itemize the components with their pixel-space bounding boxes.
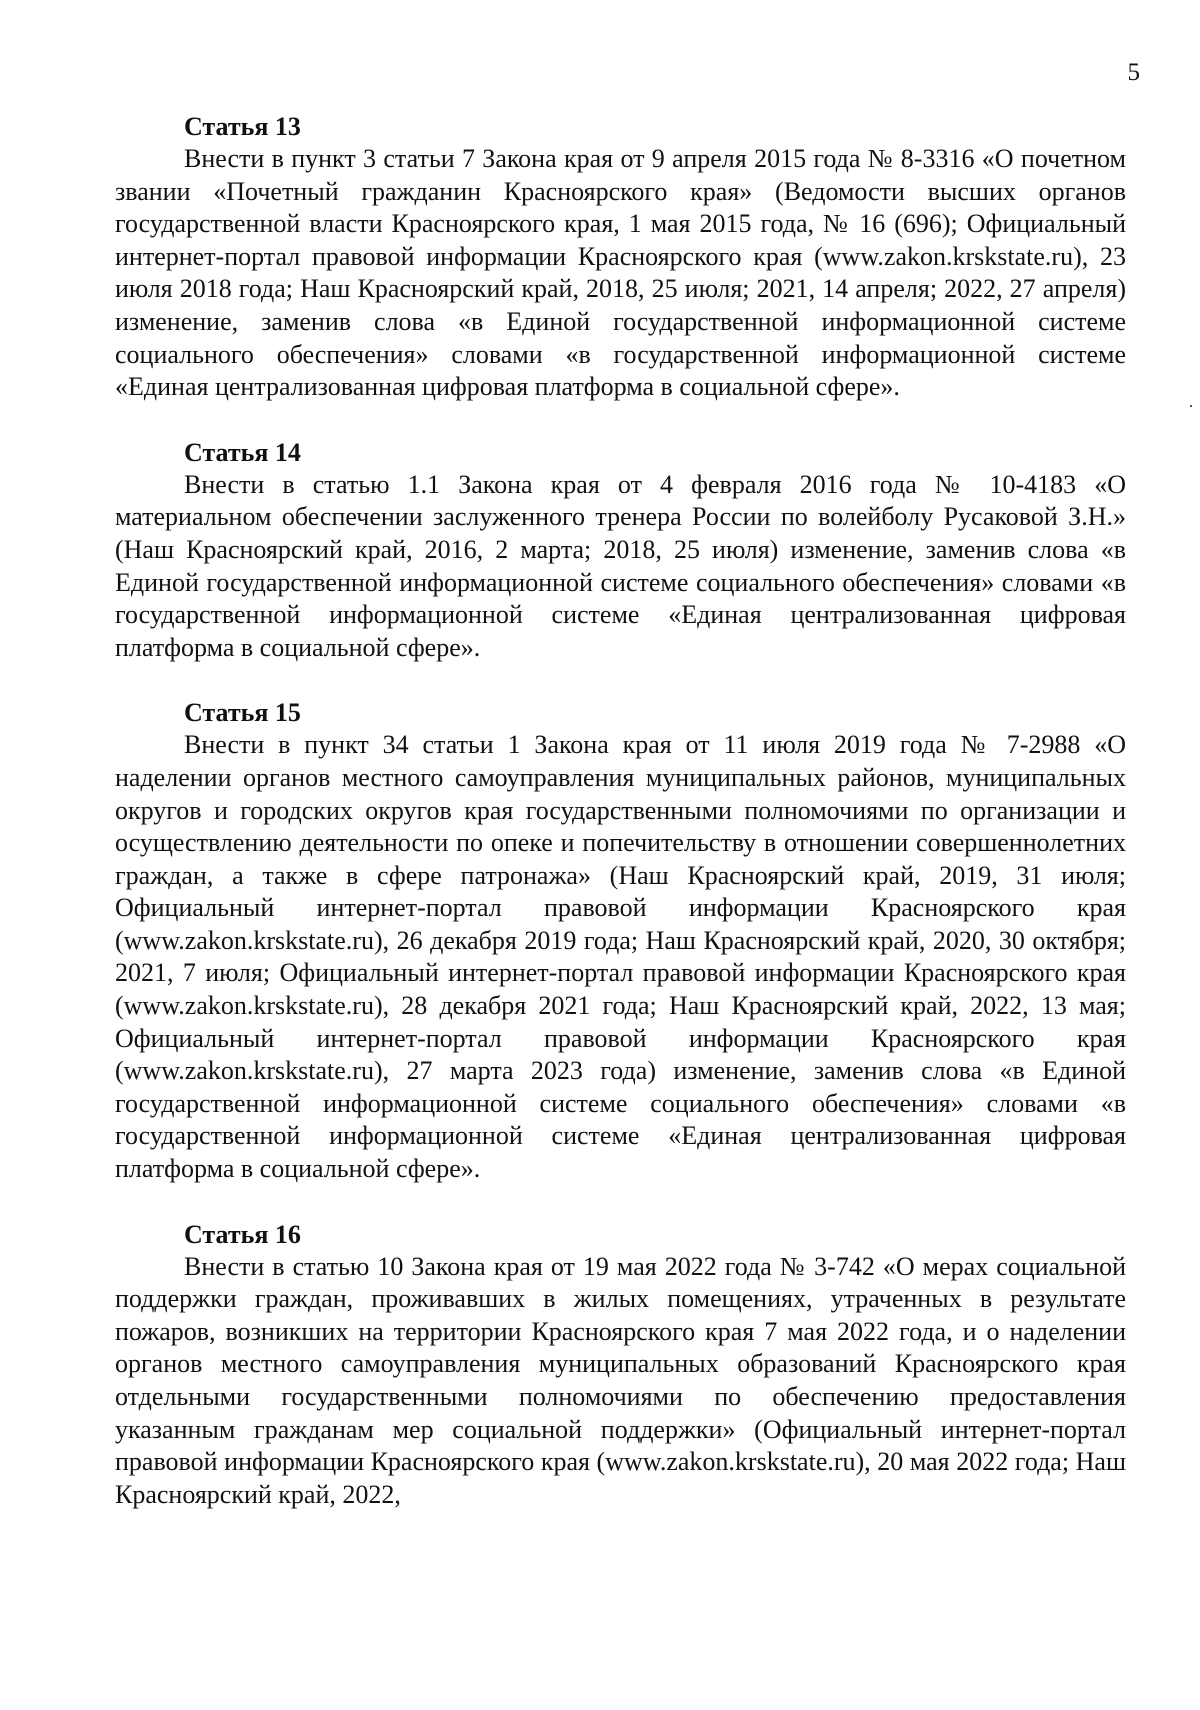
- article-16: [115, 1218, 1126, 1512]
- article-title: Статья 15: [184, 698, 301, 728]
- article-13: [115, 110, 1126, 404]
- article-title: Статья 13: [184, 112, 301, 141]
- article-text: Внести в пункт 3 статьи 7 Закона края от 9 апреля 2015 года № 8-3316 «О почетном звании «Почетный гражданин Красноярского края» (Ведомости высших органов государственной власти Красноярского края, 1 мая 2015 года, № 16 (696); Официальный интернет-портал правовой информации Красноярского края (www.zakon.krskstate.ru), 23 июля 2018 года; Наш Красноярский край, 2018, 25 июля; 2021, 14 апреля; 2022, 27 апреля) изменение, заменив слова «в Единой государственной информационной системе социального обеспечения» словами «в государственной информационной системе «Единая централизованная цифровая платформа в социальной сфере».: [115, 144, 1126, 402]
- article-title: Статья 14: [184, 437, 301, 467]
- article-15: [115, 696, 1126, 1185]
- page-number: 5: [1127, 59, 1140, 86]
- scan-speck: [1190, 405, 1192, 407]
- article-14: [115, 436, 1126, 665]
- article-text: Внести в статью 10 Закона края от 19 мая 2022 года № 3-742 «О мерах социальной поддержки граждан, проживавших в жилых помещениях, утраченных в результате пожаров, возникших на территории Красноярского края 7 мая 2022 года, и о наделении органов местного самоуправления муниципальных образований Красноярского края отдельными государственными полномочиями по обеспечению предоставления указанным гражданам мер социальной поддержки» (Официальный интернет-портал правовой информации Красноярского края (www.zakon.krskstate.ru), 20 мая 2022 года; Наш Красноярский край, 2022,: [115, 1251, 1126, 1509]
- article-text: Внести в статью 1.1 Закона края от 4 февраля 2016 года № 10-4183 «О материальном обеспечении заслуженного тренера России по волейболу Русаковой З.Н.» (Наш Красноярский край, 2016, 2 марта; 2018, 25 июля) изменение, заменив слова «в Единой государственной информационной системе социального обеспечения» словами «в государственной информационной системе «Единая централизованная цифровая платформа в социальной сфере».: [115, 469, 1126, 662]
- article-title: Статья 16: [184, 1219, 301, 1249]
- article-text: Внести в пункт 34 статьи 1 Закона края от 11 июля 2019 года № 7-2988 «О наделении органов местного самоуправления муниципальных районов, муниципальных округов и городских округов края государственными полномочиями по организации и осуществлению деятельности по опеке и попечительству в отношении совершеннолетних граждан, а также в сфере патронажа» (Наш Красноярский край, 2019, 31 июля; Официальный интернет-портал правовой информации Красноярского края (www.zakon.krskstate.ru), 26 декабря 2019 года; Наш Красноярский край, 2020, 30 октября; 2021, 7 июля; Официальный интернет-портал правовой информации Красноярского края (www.zakon.krskstate.ru), 28 декабря 2021 года; Наш Красноярский край, 2022, 13 мая; Официальный интернет-портал правовой информации Красноярского края (www.zakon.krskstate.ru), 27 марта 2023 года) изменение, заменив слова «в Единой государственной информационной системе социального обеспечения» словами «в государственной информационной системе «Единая централизованная цифровая платформа в социальной сфере».: [115, 730, 1126, 1184]
- document-body: [115, 110, 1126, 1511]
